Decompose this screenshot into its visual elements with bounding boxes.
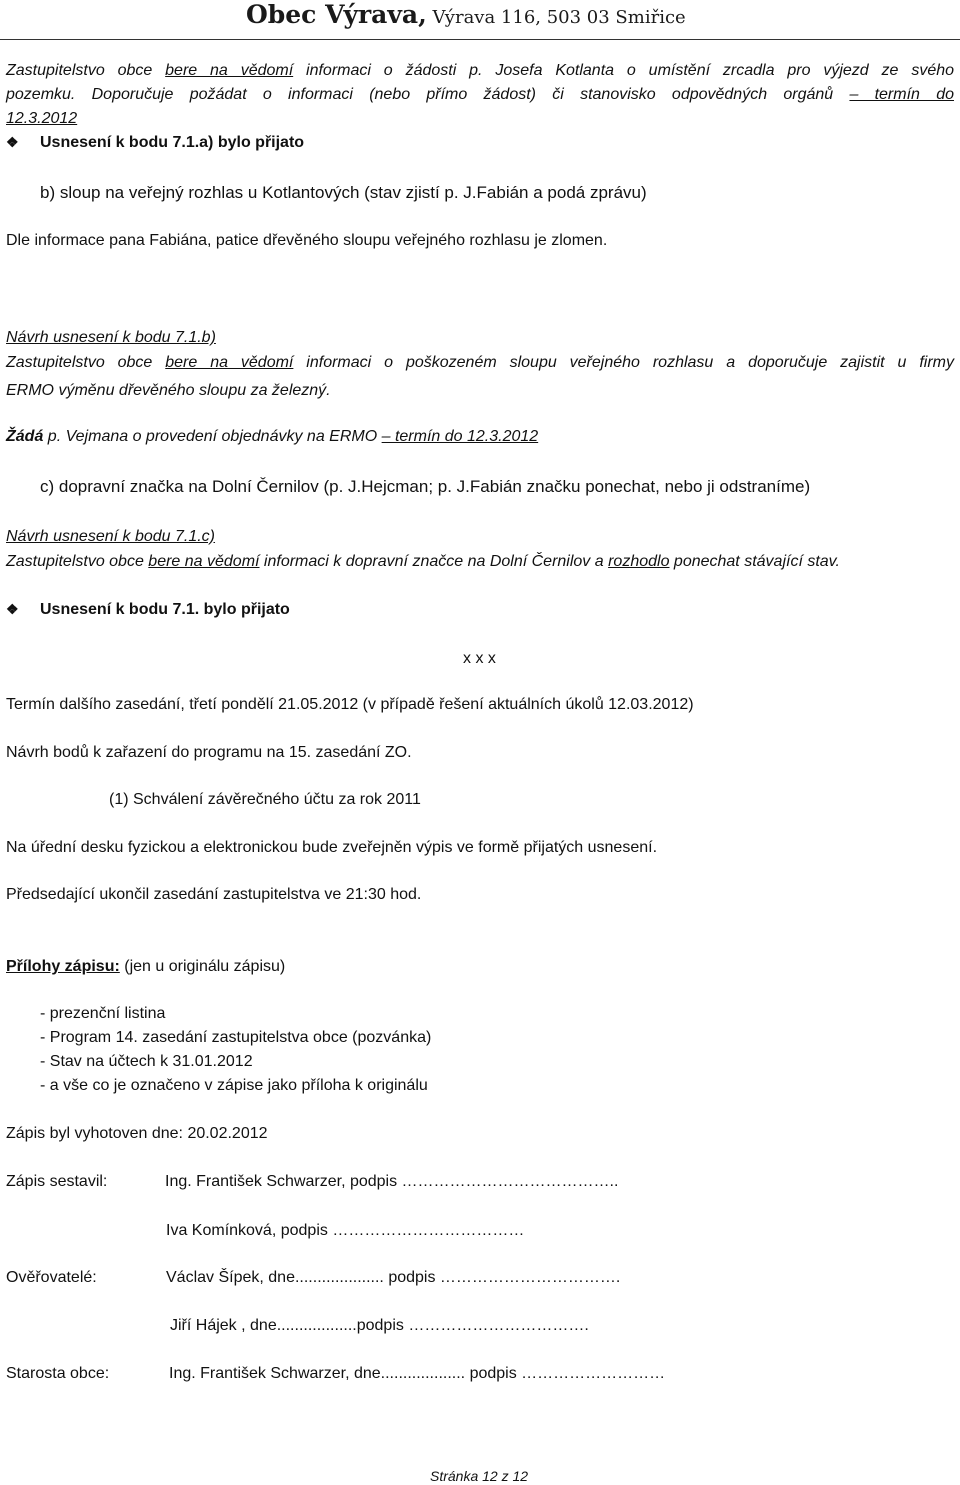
item-b-proposal-line-2: ERMO výměnu dřevěného sloupu za železný. (6, 382, 331, 399)
item-b-info: Dle informace pana Fabiána, patice dřevěného sloupu veřejného rozhlasu je zlomen. (6, 232, 608, 249)
item-a-line-1: Zastupitelstvo obce bere na vědomí informaci o žádosti p. Josefa Kotlanta o umístění zrcadla pro výjezd ze svého (6, 62, 955, 79)
attachment-item: - a vše co je označeno v zápise jako příloha k originálu (40, 1077, 428, 1094)
mayor-label: Starosta obce: (6, 1365, 110, 1382)
diamond-bullet-icon: ❖ (6, 601, 19, 617)
item-c-resolution: ❖ Usnesení k bodu 7.1. bylo přijato (6, 601, 290, 618)
page-header (246, 0, 686, 29)
composed-label: Zápis sestavil: (6, 1173, 108, 1190)
item-a-deadline: 12.3.2012 (6, 110, 78, 127)
item-a-line-2: pozemku. Doporučuje požádat o informaci (nebo přímo žádost) či stanovisko odpovědných orgánů – termín do (6, 86, 954, 103)
diamond-bullet-icon: ❖ (6, 134, 19, 150)
next-meeting: Termín dalšího zasedání, třetí pondělí 21.05.2012 (v případě řešení aktuálních úkolů 12.03.2012) (6, 696, 694, 713)
item-b-request: Žádá p. Vejmana o provedení objednávky na ERMO – termín do 12.3.2012 (6, 428, 539, 445)
header-rule (0, 39, 960, 40)
item-b-heading: b) sloup na veřejný rozhlas u Kotlantových (stav zjistí p. J.Fabián a podá zprávu) (40, 183, 647, 202)
item-a-resolution: ❖ Usnesení k bodu 7.1.a) bylo přijato (6, 134, 305, 151)
agenda-proposal: Návrh bodů k zařazení do programu na 15. zasedání ZO. (6, 744, 412, 761)
item-b-proposal-title: Návrh usnesení k bodu 7.1.b) (6, 329, 216, 346)
composed-signature-2: Iva Komínková, podpis ……………………………… (166, 1222, 525, 1239)
item-c-heading: c) dopravní značka na Dolní Černilov (p. J.Hejcman; p. J.Fabián značku ponechat, nebo ji odstraníme) (40, 477, 811, 496)
attachment-item: - prezenční listina (40, 1005, 166, 1022)
verifier-signature-1: Václav Šípek, dne.................... podpis ……………………………. (166, 1269, 621, 1286)
item-c-proposal-title: Návrh usnesení k bodu 7.1.c) (6, 528, 216, 545)
header-org: Obec Výrava, (246, 0, 427, 29)
section-separator: x x x (463, 650, 496, 667)
header-address: Výrava 116, 503 03 Smiřice (426, 7, 686, 28)
composed-signature-1: Ing. František Schwarzer, podpis ………………………………….. (165, 1173, 619, 1190)
mayor-signature: Ing. František Schwarzer, dne................... podpis ……………………… (169, 1365, 666, 1382)
date-line: Zápis byl vyhotoven dne: 20.02.2012 (6, 1125, 268, 1142)
attachments-heading: Přílohy zápisu: (jen u originálu zápisu) (6, 958, 286, 975)
verifiers-label: Ověřovatelé: (6, 1269, 97, 1286)
item-b-proposal-line-1: Zastupitelstvo obce bere na vědomí informaci o poškozeném sloupu veřejného rozhlasu a doporučuje zajistit u firmy (6, 354, 955, 371)
closing-note: Předsedající ukončil zasedání zastupitelstva ve 21:30 hod. (6, 886, 422, 903)
item-c-proposal-text: Zastupitelstvo obce bere na vědomí informaci k dopravní značce na Dolní Černilov a rozhodlo ponechat stávající stav. (6, 553, 840, 570)
attachment-item: - Program 14. zasedání zastupitelstva obce (pozvánka) (40, 1029, 432, 1046)
agenda-item: (1) Schválení závěrečného účtu za rok 2011 (109, 791, 421, 808)
verifier-signature-2: Jiří Hájek , dne..................podpis ……………………………. (170, 1317, 589, 1334)
attachment-item: - Stav na účtech k 31.01.2012 (40, 1053, 253, 1070)
publication-note: Na úřední desku fyzickou a elektronickou bude zveřejněn výpis ve formě přijatých usnesení. (6, 839, 658, 856)
page-number: Stránka 12 z 12 (430, 1468, 529, 1484)
